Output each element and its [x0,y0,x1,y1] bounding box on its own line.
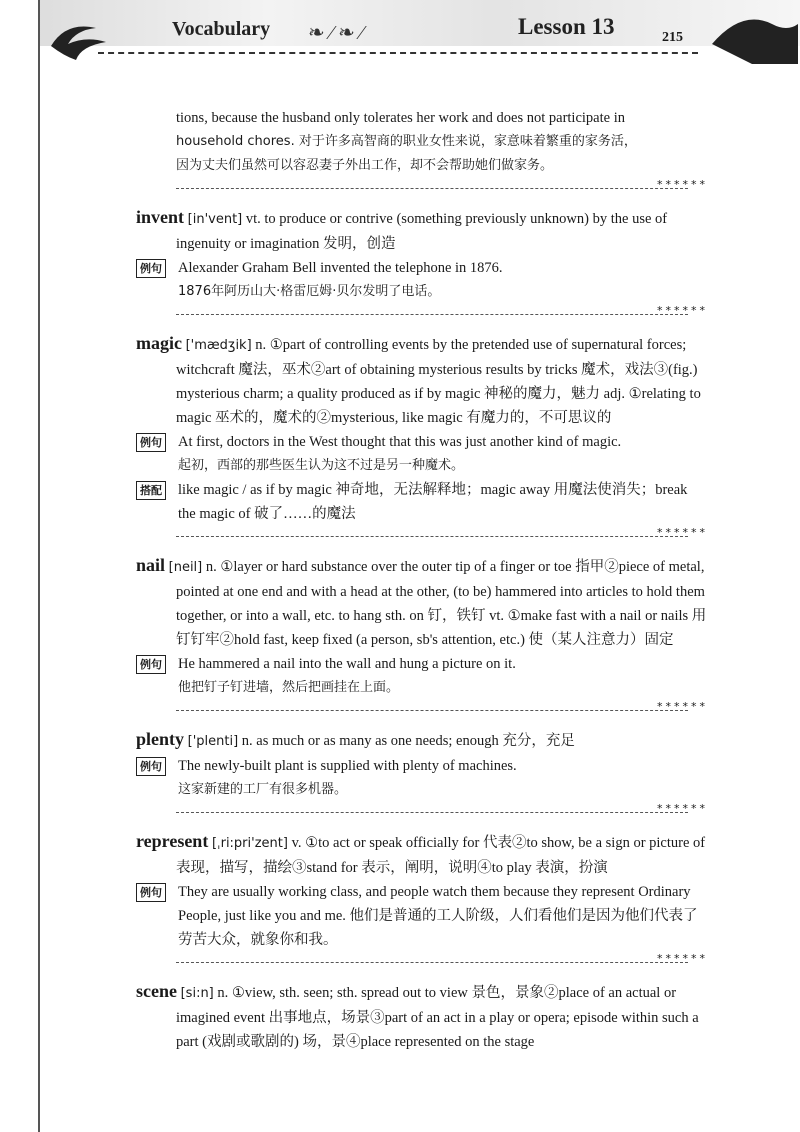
entry-separator [176,526,708,545]
example-en: He hammered a nail into the wall and hung a picture on it. [178,656,516,672]
example-zh: 1876年阿历山大·格雷厄姆·贝尔发明了电话。 [178,284,441,299]
example-en: At first, doctors in the West thought that this was just another kind of magic. [178,434,622,450]
example-block [136,430,708,478]
entry-separator [176,304,708,323]
running-header [40,0,800,80]
example-block [136,880,708,952]
definition-text: v. ①to act or speak officially for 代表②to show, be a sign or picture of 表现，描写，描绘③stand for 表示，阐明，说明④to play 表演，扮演 [176,835,706,876]
example-zh: 这家新建的工厂有很多机器。 [178,782,348,797]
example-en: Alexander Graham Bell invented the telephone in 1876. [178,260,503,276]
example-zh: 他把钉子钉进墙，然后把画挂在上面。 [178,680,400,695]
pronunciation: [si:n] [180,986,214,1001]
separator-stars: ****** [657,304,708,317]
pronunciation: [neil] [168,560,203,575]
entry-nail [136,553,708,700]
entry-invent [136,205,708,304]
example-tag: 例句 [136,433,166,452]
header-lesson: Lesson 13 [518,14,615,39]
headword: invent [136,207,185,227]
header-dashed-rule [98,52,698,54]
entry-scene [136,979,708,1054]
page-number: 215 [662,30,683,45]
entry-represent [136,829,708,952]
entry-separator [176,700,708,719]
example-block [136,256,708,304]
entry-separator [176,952,708,971]
entry-definition [136,979,708,1054]
entry-separator [176,802,708,821]
definition-text: n. ①layer or hard substance over the outer tip of a finger or toe 指甲②piece of metal, pointed at one end and with a head at the other, (to be) hammered into articles to hold them together, or into a wall, etc. to hang sth. on 钉，铁钉 vt. ①make fast with a nail or nails 用钉钉牢②hold fast, keep fixed (a person, sb's attention, etc.) 使（某人注意力）固定 [176,559,707,648]
example-en: They are usually working class, and people watch them because they represent Ordinary People, just like you and me. 他们是普通的工人阶级，人们看他们是因为他们代表了劳苦大众，就象你和我。 [178,884,698,948]
corner-ornament-icon [712,4,798,64]
entry-definition [136,331,708,430]
entry-definition [136,829,708,880]
separator-stars: ****** [657,802,708,815]
example-block [136,754,708,802]
entry-definition [136,553,708,652]
pronunciation: ['mædʒik] [185,338,252,353]
separator-stars: ****** [657,526,708,539]
example-tag: 例句 [136,259,166,278]
page-binding-edge [38,0,40,1132]
headword: plenty [136,729,185,749]
intro-paragraph [136,106,708,178]
headword: scene [136,981,177,1001]
vocabulary-list [136,106,708,1054]
example-tag: 例句 [136,757,166,776]
entry-separator [176,178,708,197]
example-en: The newly-built plant is supplied with plenty of machines. [178,758,517,774]
example-tag: 例句 [136,883,166,902]
headword: magic [136,333,182,353]
example-tag: 例句 [136,655,166,674]
example-block [136,652,708,700]
definition-text: n. as much or as many as one needs; enough 充分，充足 [241,733,575,749]
separator-stars: ****** [657,952,708,965]
intro-line: tions, because the husband only tolerates her work and does not participate in [176,110,625,126]
example-zh: 起初，西部的那些医生认为这不过是另一种魔术。 [178,458,465,473]
entry-plenty [136,727,708,802]
entry-definition [136,727,708,754]
collocation-tag: 搭配 [136,481,166,500]
header-texture [40,0,800,46]
collocation-text: like magic / as if by magic 神奇地，无法解释地；magic away 用魔法使消失；break the magic of 破了……的魔法 [178,482,688,522]
definition-text: n. ①view, sth. seen; sth. spread out to view 景色，景象②place of an actual or imagined event 出事地点，场景③part of an act in a play or opera; episode within such a part (戏剧或歌剧的) 场，景④place represented on the stage [176,985,699,1050]
decorative-glyph-icon: ❧ ⁄ ❧ ⁄ [308,22,364,44]
entry-definition [136,205,708,256]
intro-line: household chores. 对于许多高智商的职业女性来说，家意味着繁重的家务活， [176,134,637,149]
definition-text: n. ①part of controlling events by the pretended use of supernatural forces; witchcraft 魔法，巫术②art of obtaining mysterious results by tricks 魔术，戏法③(fig.) mysterious charm; a quality produced as if by magic 神秘的魔力，魅力 adj. ①relating to magic 巫术的，魔术的②mysterious, like magic 有魔力的，不可思议的 [176,337,701,426]
intro-line: 因为丈夫们虽然可以容忍妻子外出工作，却不会帮助她们做家务。 [176,158,554,173]
separator-stars: ****** [657,700,708,713]
entry-magic [136,331,708,526]
headword: represent [136,831,209,851]
pronunciation: [ˌri:pri'zent] [211,836,288,851]
separator-stars: ****** [657,178,708,191]
definition-text: vt. to produce or contrive (something previously unknown) by the use of ingenuity or imagination 发明，创造 [176,211,668,252]
header-title: Vocabulary [172,18,271,40]
pronunciation: ['plenti] [187,734,239,749]
headword: nail [136,555,166,575]
collocation-block [136,478,708,526]
pronunciation: [in'vent] [187,212,243,227]
swirl-ornament-icon [46,16,116,66]
